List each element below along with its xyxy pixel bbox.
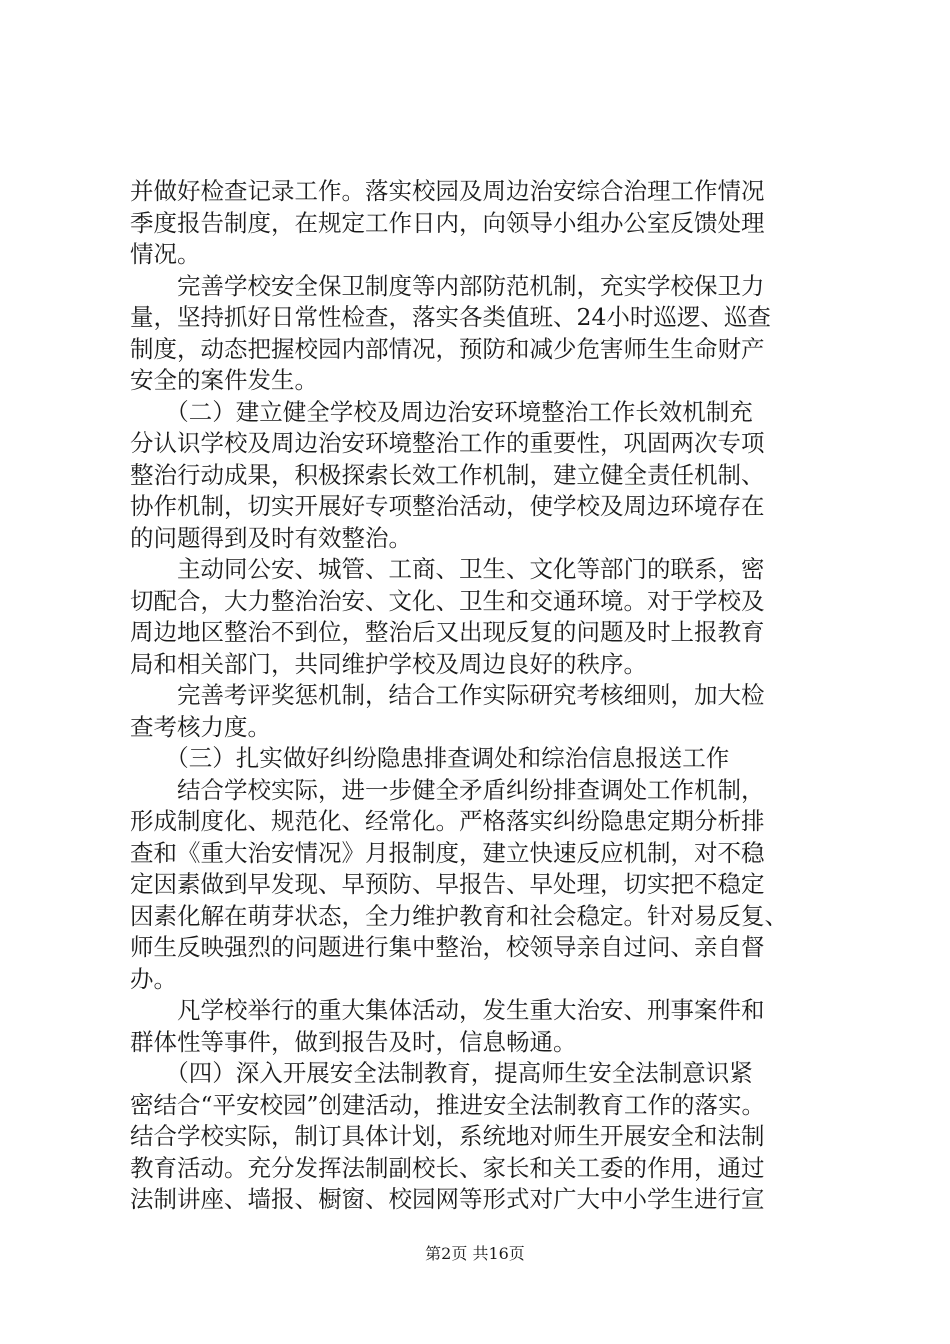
text-line: 切配合，大力整治治安、文化、卫生和交通环境。对于学校及 — [130, 586, 765, 615]
text-line: （二）建立健全学校及周边治安环境整治工作长效机制充 — [130, 397, 753, 426]
page-footer: 第2页 共16页 — [425, 1244, 525, 1263]
text-line: 办。 — [130, 964, 177, 993]
text-line: 查考核力度。 — [130, 712, 271, 741]
text-line: 完善考评奖惩机制，结合工作实际研究考核细则，加大检 — [130, 681, 765, 709]
text-line: 定因素做到早发现、早预防、早报告、早处理，切实把不稳定 — [130, 870, 765, 898]
text-line: 整治行动成果，积极探索长效工作机制，建立健全责任机制、 — [130, 460, 765, 489]
text-line: 师生反映强烈的问题进行集中整治，校领导亲自过问、亲自督 — [130, 933, 765, 961]
text-line: 群体性等事件，做到报告及时，信息畅通。 — [130, 1027, 577, 1056]
text-line: 形成制度化、规范化、经常化。严格落实纠纷隐患定期分析排 — [130, 807, 765, 835]
text-line: 局和相关部门，共同维护学校及周边良好的秩序。 — [130, 649, 647, 678]
text-line: 协作机制，切实开展好专项整治活动，使学校及周边环境存在 — [130, 492, 765, 520]
text-line: 结合学校实际，进一步健全矛盾纠纷排查调处工作机制， — [130, 775, 765, 804]
text-line: 分认识学校及周边治安环境整治工作的重要性，巩固两次专项 — [130, 429, 765, 457]
text-line: 季度报告制度，在规定工作日内，向领导小组办公室反馈处理 — [130, 208, 765, 237]
text-line: 查和《重大治安情况》月报制度，建立快速反应机制，对不稳 — [130, 838, 765, 867]
text-line: （四）深入开展安全法制教育，提高师生安全法制意识紧 — [130, 1059, 753, 1087]
text-line: 凡学校举行的重大集体活动，发生重大治安、刑事案件和 — [130, 996, 765, 1024]
text-line: 因素化解在萌芽状态，全力维护教育和社会稳定。针对易反复、 — [130, 901, 788, 930]
text-line: 制度，动态把握校园内部情况，预防和减少危害师生生命财产 — [130, 334, 765, 363]
text-line: 完善学校安全保卫制度等内部防范机制，充实学校保卫力 — [130, 271, 765, 300]
text-line: 结合学校实际，制订具体计划，系统地对师生开展安全和法制 — [130, 1122, 765, 1150]
text-line: 量，坚持抓好日常性检查，落实各类值班、24小时巡逻、巡查 — [130, 303, 771, 331]
text-line: 密结合“平安校园”创建活动，推进安全法制教育工作的落实。 — [130, 1090, 766, 1119]
text-line: 主动同公安、城管、工商、卫生、文化等部门的联系，密 — [130, 555, 765, 583]
document-body — [130, 176, 840, 1216]
text-line: 安全的案件发生。 — [130, 366, 318, 394]
text-line: 教育活动。充分发挥法制副校长、家长和关工委的作用，通过 — [130, 1153, 765, 1182]
text-line: 周边地区整治不到位，整治后又出现反复的问题及时上报教育 — [130, 618, 765, 646]
text-line: 的问题得到及时有效整治。 — [130, 523, 412, 552]
text-line: 并做好检查记录工作。落实校园及周边治安综合治理工作情况 — [130, 177, 765, 205]
text-line: 情况。 — [130, 240, 201, 268]
text-line: 法制讲座、墙报、橱窗、校园网等形式对广大中小学生进行宣 — [130, 1185, 765, 1213]
text-line: （三）扎实做好纠纷隐患排查调处和综治信息报送工作 — [130, 744, 730, 772]
